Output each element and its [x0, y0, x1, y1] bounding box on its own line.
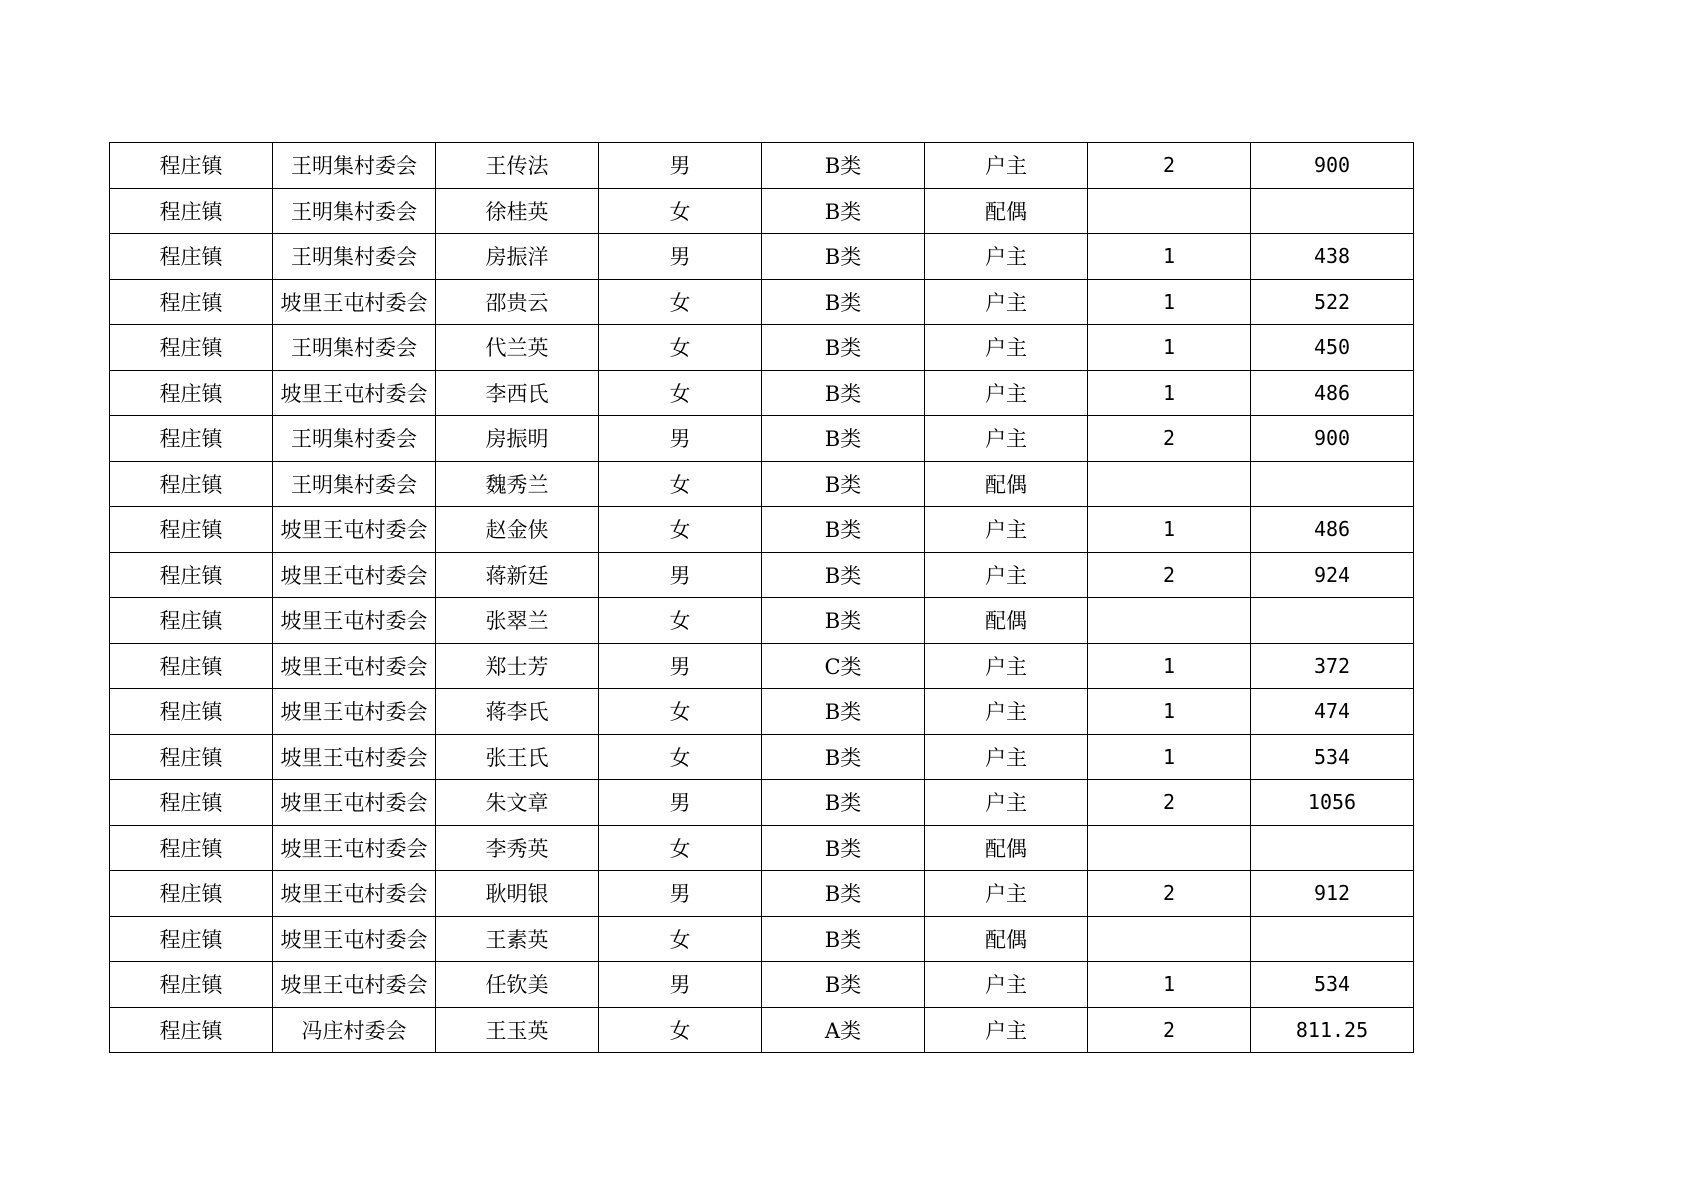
table-row	[110, 689, 1414, 735]
category-cell: B类	[762, 188, 925, 234]
name-cell: 朱文章	[436, 780, 599, 826]
amount-cell: 900	[1251, 143, 1414, 189]
table-row	[110, 279, 1414, 325]
household-size-cell	[1088, 916, 1251, 962]
table-row	[110, 234, 1414, 280]
household-size-cell: 2	[1088, 871, 1251, 917]
gender-cell: 女	[599, 507, 762, 553]
relation-cell: 配偶	[925, 598, 1088, 644]
amount-cell: 486	[1251, 507, 1414, 553]
household-size-cell	[1088, 188, 1251, 234]
village-cell: 王明集村委会	[273, 234, 436, 280]
category-cell: B类	[762, 916, 925, 962]
category-cell: C类	[762, 643, 925, 689]
village-cell: 王明集村委会	[273, 325, 436, 371]
gender-cell: 女	[599, 825, 762, 871]
household-size-cell: 2	[1088, 552, 1251, 598]
town-cell: 程庄镇	[110, 416, 273, 462]
household-size-cell: 2	[1088, 143, 1251, 189]
village-cell: 王明集村委会	[273, 416, 436, 462]
gender-cell: 男	[599, 871, 762, 917]
name-cell: 代兰英	[436, 325, 599, 371]
gender-cell: 男	[599, 143, 762, 189]
relation-cell: 户主	[925, 643, 1088, 689]
name-cell: 耿明银	[436, 871, 599, 917]
amount-cell: 372	[1251, 643, 1414, 689]
village-cell: 坡里王屯村委会	[273, 598, 436, 644]
name-cell: 房振洋	[436, 234, 599, 280]
gender-cell: 男	[599, 552, 762, 598]
category-cell: B类	[762, 825, 925, 871]
amount-cell: 450	[1251, 325, 1414, 371]
relation-cell: 户主	[925, 552, 1088, 598]
name-cell: 蒋新廷	[436, 552, 599, 598]
amount-cell: 912	[1251, 871, 1414, 917]
category-cell: A类	[762, 1007, 925, 1053]
gender-cell: 女	[599, 916, 762, 962]
relation-cell: 户主	[925, 780, 1088, 826]
name-cell: 邵贵云	[436, 279, 599, 325]
village-cell: 坡里王屯村委会	[273, 552, 436, 598]
gender-cell: 女	[599, 1007, 762, 1053]
town-cell: 程庄镇	[110, 825, 273, 871]
amount-cell: 474	[1251, 689, 1414, 735]
town-cell: 程庄镇	[110, 325, 273, 371]
household-size-cell: 1	[1088, 234, 1251, 280]
name-cell: 魏秀兰	[436, 461, 599, 507]
amount-cell: 438	[1251, 234, 1414, 280]
name-cell: 王素英	[436, 916, 599, 962]
household-size-cell: 2	[1088, 780, 1251, 826]
household-size-cell: 1	[1088, 370, 1251, 416]
category-cell: B类	[762, 370, 925, 416]
name-cell: 徐桂英	[436, 188, 599, 234]
town-cell: 程庄镇	[110, 552, 273, 598]
town-cell: 程庄镇	[110, 916, 273, 962]
amount-cell	[1251, 916, 1414, 962]
town-cell: 程庄镇	[110, 279, 273, 325]
village-cell: 坡里王屯村委会	[273, 825, 436, 871]
table-row	[110, 325, 1414, 371]
household-size-cell: 2	[1088, 1007, 1251, 1053]
town-cell: 程庄镇	[110, 871, 273, 917]
town-cell: 程庄镇	[110, 143, 273, 189]
relation-cell: 配偶	[925, 916, 1088, 962]
amount-cell	[1251, 825, 1414, 871]
name-cell: 赵金侠	[436, 507, 599, 553]
category-cell: B类	[762, 507, 925, 553]
town-cell: 程庄镇	[110, 962, 273, 1008]
village-cell: 冯庄村委会	[273, 1007, 436, 1053]
name-cell: 王传法	[436, 143, 599, 189]
category-cell: B类	[762, 325, 925, 371]
household-size-cell: 2	[1088, 416, 1251, 462]
name-cell: 房振明	[436, 416, 599, 462]
name-cell: 郑士芳	[436, 643, 599, 689]
name-cell: 张王氏	[436, 734, 599, 780]
table-row	[110, 507, 1414, 553]
village-cell: 王明集村委会	[273, 188, 436, 234]
gender-cell: 男	[599, 234, 762, 280]
table-row	[110, 461, 1414, 507]
village-cell: 坡里王屯村委会	[273, 962, 436, 1008]
relation-cell: 配偶	[925, 188, 1088, 234]
category-cell: B类	[762, 552, 925, 598]
table-row	[110, 780, 1414, 826]
data-table	[109, 142, 1414, 1053]
relation-cell: 户主	[925, 416, 1088, 462]
amount-cell: 1056	[1251, 780, 1414, 826]
name-cell: 任钦美	[436, 962, 599, 1008]
gender-cell: 女	[599, 598, 762, 644]
town-cell: 程庄镇	[110, 188, 273, 234]
household-size-cell: 1	[1088, 507, 1251, 553]
relation-cell: 户主	[925, 1007, 1088, 1053]
town-cell: 程庄镇	[110, 1007, 273, 1053]
name-cell: 李秀英	[436, 825, 599, 871]
table-row	[110, 416, 1414, 462]
household-size-cell	[1088, 825, 1251, 871]
category-cell: B类	[762, 461, 925, 507]
relation-cell: 户主	[925, 734, 1088, 780]
table-row	[110, 1007, 1414, 1053]
household-size-cell: 1	[1088, 734, 1251, 780]
gender-cell: 女	[599, 325, 762, 371]
relation-cell: 户主	[925, 962, 1088, 1008]
table-row	[110, 188, 1414, 234]
relation-cell: 户主	[925, 871, 1088, 917]
gender-cell: 女	[599, 279, 762, 325]
name-cell: 张翠兰	[436, 598, 599, 644]
category-cell: B类	[762, 598, 925, 644]
category-cell: B类	[762, 962, 925, 1008]
household-size-cell: 1	[1088, 279, 1251, 325]
category-cell: B类	[762, 279, 925, 325]
town-cell: 程庄镇	[110, 234, 273, 280]
table-row	[110, 916, 1414, 962]
village-cell: 坡里王屯村委会	[273, 734, 436, 780]
table-row	[110, 643, 1414, 689]
amount-cell: 811.25	[1251, 1007, 1414, 1053]
gender-cell: 女	[599, 188, 762, 234]
village-cell: 坡里王屯村委会	[273, 370, 436, 416]
household-size-cell: 1	[1088, 689, 1251, 735]
household-size-cell	[1088, 598, 1251, 644]
town-cell: 程庄镇	[110, 780, 273, 826]
relation-cell: 户主	[925, 507, 1088, 553]
table-row	[110, 370, 1414, 416]
relation-cell: 户主	[925, 370, 1088, 416]
town-cell: 程庄镇	[110, 643, 273, 689]
household-size-cell	[1088, 461, 1251, 507]
amount-cell: 534	[1251, 962, 1414, 1008]
town-cell: 程庄镇	[110, 461, 273, 507]
gender-cell: 女	[599, 370, 762, 416]
household-size-cell: 1	[1088, 962, 1251, 1008]
gender-cell: 女	[599, 689, 762, 735]
table-row	[110, 825, 1414, 871]
village-cell: 坡里王屯村委会	[273, 643, 436, 689]
town-cell: 程庄镇	[110, 370, 273, 416]
town-cell: 程庄镇	[110, 507, 273, 553]
amount-cell	[1251, 188, 1414, 234]
town-cell: 程庄镇	[110, 689, 273, 735]
category-cell: B类	[762, 234, 925, 280]
amount-cell: 486	[1251, 370, 1414, 416]
table-row	[110, 962, 1414, 1008]
amount-cell: 900	[1251, 416, 1414, 462]
category-cell: B类	[762, 689, 925, 735]
village-cell: 坡里王屯村委会	[273, 507, 436, 553]
table-row	[110, 734, 1414, 780]
table-row	[110, 552, 1414, 598]
town-cell: 程庄镇	[110, 734, 273, 780]
gender-cell: 男	[599, 962, 762, 1008]
gender-cell: 男	[599, 643, 762, 689]
amount-cell: 522	[1251, 279, 1414, 325]
village-cell: 坡里王屯村委会	[273, 916, 436, 962]
table-body	[110, 143, 1414, 1053]
relation-cell: 户主	[925, 143, 1088, 189]
name-cell: 蒋李氏	[436, 689, 599, 735]
village-cell: 坡里王屯村委会	[273, 871, 436, 917]
table-row	[110, 871, 1414, 917]
household-size-cell: 1	[1088, 643, 1251, 689]
relation-cell: 户主	[925, 279, 1088, 325]
category-cell: B类	[762, 871, 925, 917]
gender-cell: 女	[599, 734, 762, 780]
gender-cell: 男	[599, 416, 762, 462]
table-row	[110, 143, 1414, 189]
category-cell: B类	[762, 416, 925, 462]
table-row	[110, 598, 1414, 644]
name-cell: 王玉英	[436, 1007, 599, 1053]
village-cell: 坡里王屯村委会	[273, 279, 436, 325]
amount-cell: 924	[1251, 552, 1414, 598]
relation-cell: 户主	[925, 234, 1088, 280]
village-cell: 坡里王屯村委会	[273, 780, 436, 826]
village-cell: 王明集村委会	[273, 461, 436, 507]
village-cell: 王明集村委会	[273, 143, 436, 189]
name-cell: 李西氏	[436, 370, 599, 416]
relation-cell: 户主	[925, 325, 1088, 371]
category-cell: B类	[762, 780, 925, 826]
household-size-cell: 1	[1088, 325, 1251, 371]
amount-cell	[1251, 598, 1414, 644]
amount-cell: 534	[1251, 734, 1414, 780]
gender-cell: 女	[599, 461, 762, 507]
relation-cell: 配偶	[925, 825, 1088, 871]
category-cell: B类	[762, 734, 925, 780]
relation-cell: 户主	[925, 689, 1088, 735]
spreadsheet-page	[109, 142, 1414, 1053]
amount-cell	[1251, 461, 1414, 507]
town-cell: 程庄镇	[110, 598, 273, 644]
relation-cell: 配偶	[925, 461, 1088, 507]
category-cell: B类	[762, 143, 925, 189]
gender-cell: 男	[599, 780, 762, 826]
village-cell: 坡里王屯村委会	[273, 689, 436, 735]
